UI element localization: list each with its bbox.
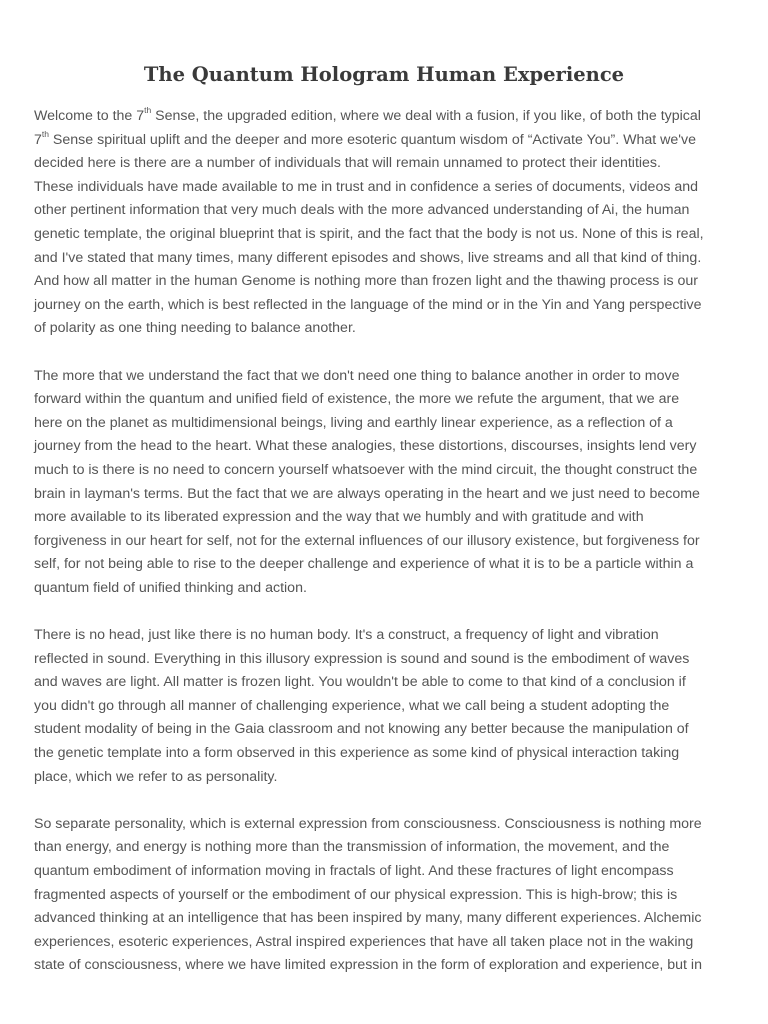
text-segment: reflected in sound. Everything in this illusory expression is sound and sound is the embodiment of waves [34, 650, 690, 667]
text-segment: quantum field of unified thinking and action. [34, 579, 307, 596]
text-segment: place, which we refer to as personality. [34, 768, 278, 785]
text-segment: journey on the earth, which is best reflected in the language of the mind or in the Yin and Yang perspective [34, 296, 702, 313]
text-line [34, 954, 746, 978]
text-segment: advanced thinking at an intelligence that has been inspired by many, many different experiences. Alchemic [34, 910, 702, 927]
text-segment: Welcome to the 7 [34, 108, 145, 124]
text-line [34, 317, 746, 341]
paragraph [34, 813, 746, 978]
text-line [34, 365, 746, 389]
text-segment: Sense, the upgraded edition, where we deal with a fusion, if you like, of both the typical [151, 108, 701, 124]
text-line [34, 176, 746, 200]
text-line [34, 813, 746, 837]
text-segment: forgiveness in our heart for self, not for the external influences of our illusory existence, but forgiveness for [34, 532, 700, 549]
text-segment: Sense spiritual uplift and the deeper and more esoteric quantum wisdom of “Activate You”. What we've [48, 131, 696, 148]
text-segment: fragmented aspects of yourself or the embodiment of our physical expression. This is high-brow; this is [34, 886, 678, 903]
superscript-ordinal: th [144, 105, 152, 116]
text-segment: state of consciousness, where we have limited expression in the form of exploration and experience, but in [34, 957, 702, 974]
text-segment: The more that we understand the fact that we don't need one thing to balance another in order to move [34, 367, 680, 384]
text-segment: There is no head, just like there is no human body. It's a construct, a frequency of light and vibration [34, 627, 659, 644]
text-segment: and waves are light. All matter is frozen light. You wouldn't be able to come to that kind of a conclusion if [34, 674, 686, 691]
text-line [34, 695, 746, 719]
text-segment: brain in layman's terms. But the fact that we are always operating in the heart and we just need to become [34, 485, 700, 502]
paragraph [34, 365, 746, 601]
document-title: The Quantum Hologram Human Experience [143, 63, 625, 86]
text-segment: experiences, esoteric experiences, Astral inspired experiences that have all taken place not in the waking [34, 933, 694, 950]
text-line [34, 152, 746, 176]
paragraph [34, 105, 746, 341]
text-line [34, 270, 746, 294]
text-line [34, 105, 746, 129]
text-segment: the genetic template into a form observed in this experience as some kind of physical interaction taking [34, 745, 680, 762]
text-line [34, 836, 746, 860]
text-segment: 7 [34, 131, 42, 148]
text-segment: student modality of being in the Gaia classroom and not knowing any better because the manipulation of [34, 721, 689, 738]
text-line [34, 860, 746, 884]
text-segment: you didn't go through all manner of challenging experience, what we call being a student adopting the [34, 697, 670, 714]
text-line [34, 553, 746, 577]
text-line [34, 671, 746, 695]
text-line [34, 435, 746, 459]
text-segment: more available to its liberated expression and the way that we humbly and with gratitude and with [34, 509, 644, 526]
text-line [34, 718, 746, 742]
text-segment: of polarity as one thing needing to balance another. [34, 320, 356, 337]
text-line [34, 506, 746, 530]
text-line [34, 199, 746, 223]
text-line [34, 294, 746, 318]
text-segment: So separate personality, which is external expression from consciousness. Consciousness is nothing more [34, 815, 702, 832]
text-segment: here on the planet as multidimensional beings, living and earthly linear experience, as a reflection of a [34, 414, 673, 431]
text-segment: journey from the head to the heart. What these analogies, these distortions, discourses, insights lend very [34, 438, 697, 455]
text-segment: quantum embodiment of information moving in fractals of light. And these fractures of light encompass [34, 863, 674, 879]
text-line [34, 483, 746, 507]
text-line [34, 530, 746, 554]
text-line [34, 129, 746, 153]
text-segment: decided here is there are a number of individuals that will remain unnamed to protect their identities. [34, 155, 661, 172]
document-body [34, 105, 746, 1002]
text-segment: than energy, and energy is nothing more than the transmission of information, the movement, and the [34, 839, 670, 856]
text-line [34, 388, 746, 412]
paragraph [34, 624, 746, 789]
text-segment: genetic template, the original blueprint that is spirit, and the fact that the body is not us. None of this is real, [34, 225, 704, 242]
text-line [34, 577, 746, 601]
text-segment: self, for not being able to rise to the deeper challenge and experience of what it is to be a particle within a [34, 556, 694, 573]
text-segment: forward within the quantum and unified field of existence, the more we refute the argument, that we are [34, 391, 680, 408]
text-line [34, 624, 746, 648]
text-segment: other pertinent information that very much deals with the more advanced understanding of Ai, the human [34, 202, 690, 219]
text-line [34, 223, 746, 247]
text-segment: And how all matter in the human Genome is nothing more than frozen light and the thawing process is our [34, 273, 699, 290]
text-line [34, 412, 746, 436]
text-line [34, 931, 746, 955]
text-segment: and I've stated that many times, many different episodes and shows, live streams and all that kind of thing. [34, 249, 702, 266]
text-line [34, 247, 746, 271]
text-line [34, 766, 746, 790]
text-segment: These individuals have made available to me in trust and in confidence a series of documents, videos and [34, 178, 699, 195]
superscript-ordinal: th [41, 128, 49, 139]
text-line [34, 648, 746, 672]
text-segment: much to is there is no need to concern yourself whatsoever with the mind circuit, the thought construct the [34, 461, 698, 478]
text-line [34, 459, 746, 483]
text-line [34, 742, 746, 766]
text-line [34, 907, 746, 931]
text-line [34, 884, 746, 908]
